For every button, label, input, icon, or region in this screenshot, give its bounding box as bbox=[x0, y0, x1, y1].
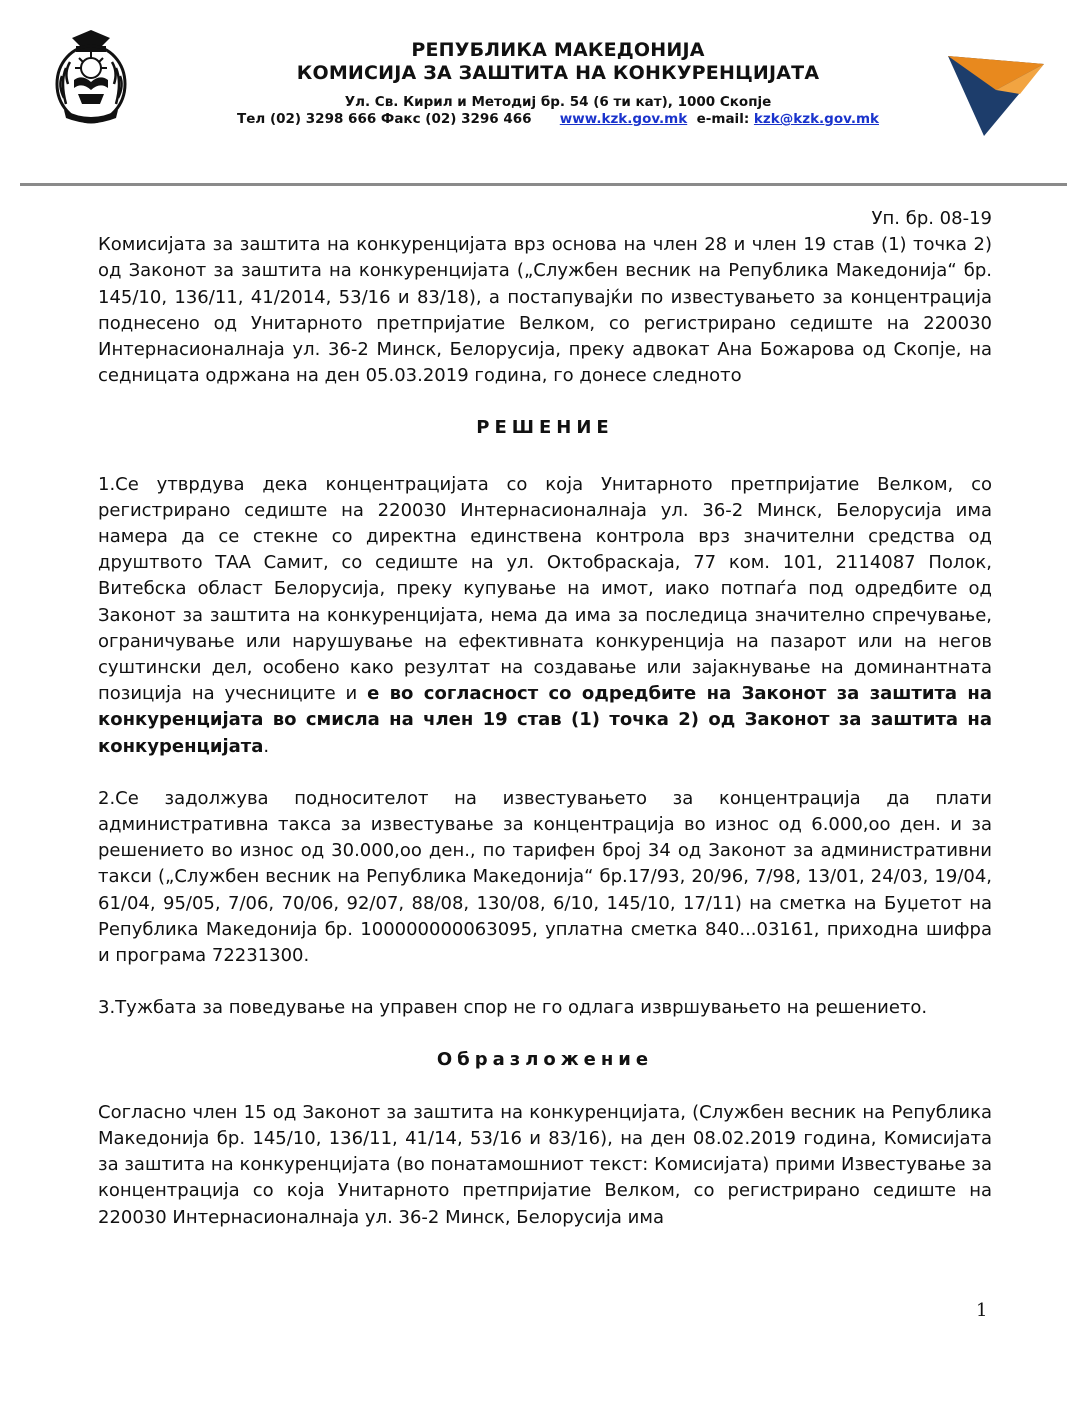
decision-point-3: 3.Тужбата за поведување на управен спор не го одлага извршувањето на решението. bbox=[98, 997, 928, 1019]
intro-paragraph: Комисијата за заштита на конкуренцијата врз основа на член 28 и член 19 став (1) точка 2) од Законот за заштита на конкуренцијата („Службен весник на Република Македонија“ бр. 145/10, 136/11, 41/2014, 53/16 и 83/18), а постапувајќи по известувањето за концентрација поднесено од Унитарното претпријатие Велком, со регистрирано седиште на 220030 Интернасионалнаја ул. 36-2 Минск, Белорусија, преку адвокат Ана Божарова од Скопје, на седницата одржана на ден 05.03.2019 година, го донесе следното bbox=[98, 234, 992, 387]
triangle-logo-icon bbox=[944, 50, 1048, 138]
email-label: e-mail: bbox=[696, 111, 750, 127]
header-address: Ул. Св. Кирил и Методиј бр. 54 (6 ти кат), 1000 Скопје bbox=[344, 94, 772, 110]
header-divider bbox=[20, 183, 1067, 186]
header-contact bbox=[200, 111, 916, 127]
point-1-text: 1.Се утврдува дека концентрацијата со која Унитарното претпријатие Велком, со регистрирано седиште на 220030 Интернасионалнаја ул. 36-2 Минск, Белорусија има намера да се стекне со директна единствена контрола врз значителни средства од друштвото ТАА Самит, со седиште на ул. Октобраскаја, 77 ком. 101, 2114087 Полок, Витебска област Белорусија, преку купување на имот, иако потпаѓа под одредбите од Законот за заштита на конкуренцијата, нема да има за последица значително спречување, ограничување или нарушување на ефективната конкуренција на пазарот или на негов суштински дел, особено како резултат на создавање или зајакнување на доминантната позиција на учесниците и bbox=[98, 473, 992, 705]
point-1-bold-text: е во согласност со одредбите на Законот за заштита на конкуренцијата во смисла на член 19 став (1) точка 2) од Законот за заштита на конкуренцијата bbox=[98, 683, 992, 757]
reference-number: Уп. бр. 08-19 bbox=[871, 208, 992, 229]
decision-point-1 bbox=[98, 472, 992, 760]
website-link[interactable]: www.kzk.gov.mk bbox=[559, 111, 688, 127]
coat-of-arms-emblem-icon bbox=[50, 24, 132, 128]
header-institution: КОМИСИЈА ЗА ЗАШТИТА НА КОНКУРЕНЦИЈАТА bbox=[296, 62, 820, 84]
letterhead bbox=[0, 0, 1088, 190]
header-country: РЕПУБЛИКА МАКЕДОНИЈА bbox=[411, 39, 705, 61]
point-1-end: . bbox=[263, 735, 270, 757]
page-number: 1 bbox=[976, 1300, 988, 1321]
document-body bbox=[98, 206, 992, 1231]
email-link[interactable]: kzk@kzk.gov.mk bbox=[753, 111, 879, 127]
reasoning-paragraph: Согласно член 15 од Законот за заштита на конкуренцијата, (Службен весник на Република Македонија бр. 145/10, 136/11, 41/14, 53/16 и 83/16), на ден 08.02.2019 година, Комисијата за заштита на конкуренцијата (во понатамошниот текст: Комисијата) прими Известување за концентрација со која Унитарното претпријатие Велком, со регистрирано седиште на 220030 Интернасионалнаја ул. 36-2 Минск, Белорусија има bbox=[98, 1101, 992, 1228]
decision-point-2: 2.Се задолжува подносителот на известувањето за концентрација да плати административна такса за известување за концентрација во износ од 6.000,оо ден. и за решението во износ од 30.000,оо ден., по тарифен број 34 од Законот за административни такси („Службен весник на Република Македонија“ бр.17/93, 20/96, 7/98, 13/01, 24/03, 19/04, 61/04, 95/05, 7/06, 70/06, 92/07, 88/08, 130/08, 6/10, 145/10, 17/11) на сметка на Буџетот на Република Македонија бр. 100000000063095, уплатна сметка 840...03161, приходна шифра и програма 72231300. bbox=[98, 787, 992, 967]
reasoning-title: Образложение bbox=[436, 1049, 654, 1071]
header-phone: Тел (02) 3298 666 Факс (02) 3296 466 bbox=[237, 111, 532, 127]
decision-title: РЕШЕНИЕ bbox=[476, 417, 614, 439]
